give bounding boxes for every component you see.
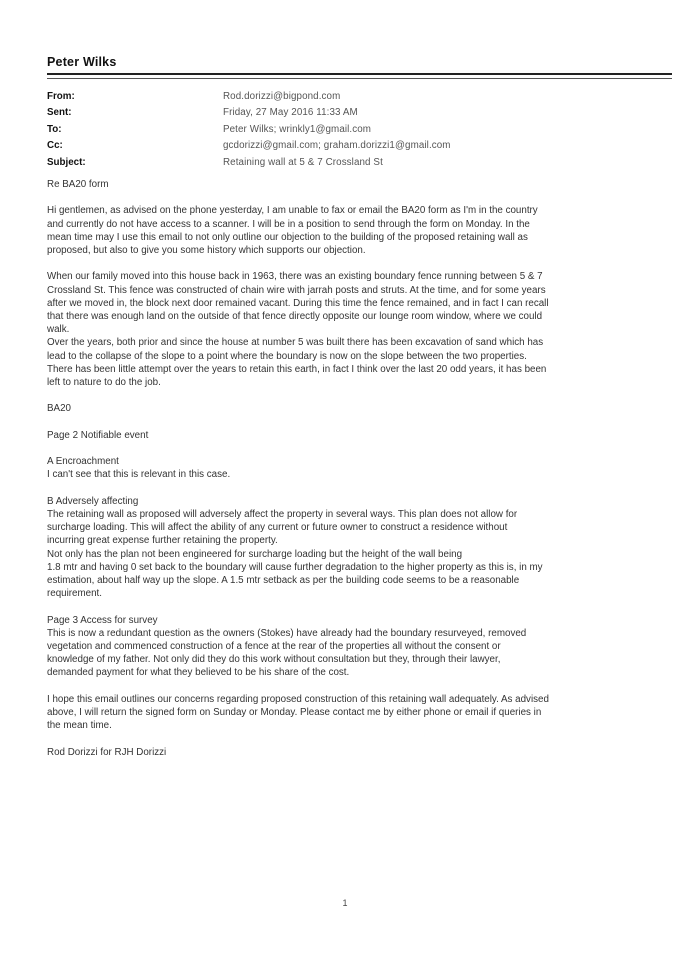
body-line: proposed, but also to give you some history which supports our objection.: [47, 245, 366, 256]
page3-heading: Page 3 Access for survey: [47, 614, 158, 626]
body-line: the mean time.: [47, 720, 112, 732]
header-value: Friday, 27 May 2016 11:33 AM: [223, 107, 358, 119]
body-line: There has been little attempt over the years to retain this earth, in fact I think over the last 20 odd years, it has been: [47, 363, 547, 375]
re-line: Re BA20 form: [47, 179, 109, 190]
page2-heading: Page 2 Notifiable event: [47, 429, 149, 441]
body-line: knowledge of my father. Not only did they do this work without consultation but they, through their lawyer,: [47, 654, 501, 666]
body-line: This is now a redundant question as the owners (Stokes) have already had the boundary resurveyed, removed: [47, 627, 527, 639]
section-b-title: B Adversely affecting: [47, 495, 139, 507]
body-line: When our family moved into this house back in 1963, there was an existing boundary fence running between 5 & 7: [47, 271, 543, 283]
ba20-heading: BA20: [47, 403, 71, 415]
page-number: 1: [342, 898, 348, 908]
body-line: Over the years, both prior and since the house at number 5 was built there has been excavation of sand which has: [47, 337, 544, 349]
body-line: I hope this email outlines our concerns regarding proposed construction of this retaining wall adequately. As advised: [47, 693, 549, 705]
email-headers: [47, 89, 667, 171]
body-line: surcharge loading. This will affect the ability of any current or future owner to construct a residence without: [47, 522, 508, 534]
sender-name: Peter Wilks: [47, 55, 117, 69]
body-line: Hi gentlemen, as advised on the phone yesterday, I am unable to fax or email the BA20 form as I'm in the country: [47, 205, 538, 217]
body-line: requirement.: [47, 588, 102, 600]
paragraph-closing: [47, 693, 669, 733]
body-line: demanded payment for what they believed to be his share of the cost.: [47, 667, 350, 679]
body-line: and currently do not have access to a scanner. I will be in a position to send through the form on Monday. In the: [47, 218, 530, 230]
paragraph-excavation: [47, 336, 669, 389]
body-line: incurring great expense further retaining the property.: [47, 535, 278, 547]
header-value: Rod.dorizzi@bigpond.com: [223, 91, 341, 102]
header-label: To:: [47, 123, 62, 135]
header-value: Retaining wall at 5 & 7 Crossland St: [223, 156, 383, 168]
paragraph-history: [47, 270, 669, 336]
body-line: that there was enough land on the outside of that fence directly opposite our lounge room window, where we could: [47, 311, 543, 322]
header-cc: [47, 138, 667, 154]
body-line: Not only has the plan not been engineered for surcharge loading but the height of the wall being: [47, 548, 463, 560]
header-label: From:: [47, 91, 75, 102]
body-line: 1.8 mtr and having 0 set back to the boundary will cause further degradation to the higher property as this is, in my: [47, 561, 543, 573]
header-value: Peter Wilks; wrinkly1@gmail.com: [223, 123, 372, 135]
body-line: walk.: [47, 324, 70, 336]
header-label: Cc:: [47, 140, 63, 152]
paragraph-intro: [47, 204, 669, 257]
body-line: after we moved in, the block next door remained vacant. During this time the fence remained, and in fact I can recall: [47, 297, 549, 309]
header-from: [47, 89, 667, 105]
header-to: [47, 122, 667, 138]
body-line: above, I will return the signed form on Sunday or Monday. Please contact me by either phone or email if queries in: [47, 707, 542, 718]
section-a-text: I can't see that this is relevant in this case.: [47, 469, 231, 481]
header-subject: [47, 155, 667, 171]
header-label: Sent:: [47, 107, 72, 119]
header-rule: [47, 73, 672, 79]
signature: Rod Dorizzi for RJH Dorizzi: [47, 746, 167, 758]
body-line: estimation, about half way up the slope. A 1.5 mtr setback as per the building code seems to be a reasonable: [47, 575, 520, 586]
body-line: mean time may I use this email to not only outline our objection to the building of the proposed retaining wall as: [47, 231, 528, 243]
body-line: lead to the collapse of the slope to a point where the boundary is now on the slope between the two properties.: [47, 350, 527, 362]
header-sent: [47, 105, 667, 121]
section-a-title: A Encroachment: [47, 456, 119, 468]
body-line: Crossland St. This fence was constructed of chain wire with jarrah posts and struts. At the time, and for some years: [47, 284, 546, 296]
header-label: Subject:: [47, 156, 86, 168]
header-value: gcdorizzi@gmail.com; graham.dorizzi1@gmail.com: [223, 140, 451, 152]
body-line: left to nature to do the job.: [47, 377, 161, 389]
email-body: [47, 178, 669, 759]
section-survey-text: [47, 627, 669, 680]
section-b-text: [47, 508, 669, 600]
body-line: The retaining wall as proposed will adversely affect the property in several ways. This plan does not allow for: [47, 508, 518, 520]
body-line: vegetation and commenced construction of a fence at the rear of the properties all without the consent or: [47, 641, 501, 652]
